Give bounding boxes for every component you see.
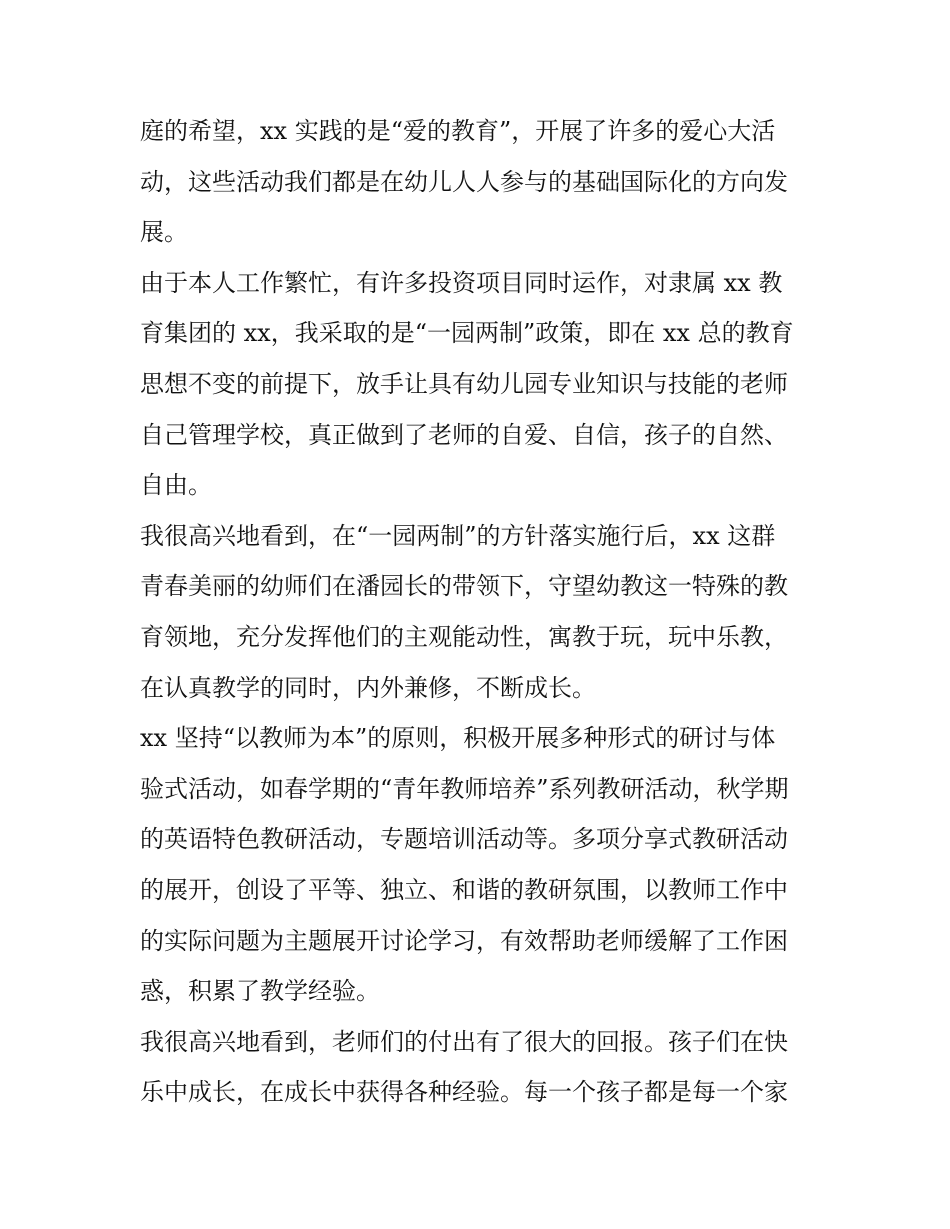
text-line: 由于本人工作繁忙，有许多投资项目同时运作，对隶属 xx 教: [140, 268, 783, 297]
text-line: 育集团的 xx，我采取的是“一园两制”政策，即在 xx 总的教育: [140, 319, 794, 348]
text-line: 自由。: [140, 471, 212, 500]
text-line: 育领地，充分发挥他们的主观能动性，寓教于玩，玩中乐教，: [140, 622, 788, 651]
text-line: 我很高兴地看到，老师们的付出有了很大的回报。孩子们在快: [140, 1027, 788, 1056]
text-line: 的英语特色教研活动，专题培训活动等。多项分享式教研活动: [140, 825, 788, 854]
text-line: 青春美丽的幼师们在潘园长的带领下，守望幼教这一特殊的教: [140, 572, 788, 601]
text-line: xx 坚持“以教师为本”的原则，积极开展多种形式的研讨与体: [140, 724, 776, 753]
document-body: [140, 106, 812, 1118]
text-line: 思想不变的前提下，放手让具有幼儿园专业知识与技能的老师: [140, 369, 788, 398]
text-line: 我很高兴地看到，在“一园两制”的方针落实施行后，xx 这群: [140, 521, 776, 550]
text-line: 自己管理学校，真正做到了老师的自爱、自信，孩子的自然、: [140, 420, 788, 449]
text-line: 动，这些活动我们都是在幼儿人人参与的基础国际化的方向发: [140, 167, 788, 196]
text-line: 验式活动，如春学期的“青年教师培养”系列教研活动，秋学期: [140, 774, 789, 803]
text-line: 的实际问题为主题展开讨论学习，有效帮助老师缓解了工作困: [140, 926, 788, 955]
text-line: 在认真教学的同时，内外兼修，不断成长。: [140, 673, 596, 702]
text-line: 的展开，创设了平等、独立、和谐的教研氛围，以教师工作中: [140, 875, 788, 904]
text-line: 乐中成长，在成长中获得各种经验。每一个孩子都是每一个家: [140, 1078, 788, 1107]
text-line: 展。: [140, 218, 188, 247]
text-line: 惑，积累了教学经验。: [140, 977, 380, 1006]
text-line: 庭的希望，xx 实践的是“爱的教育”，开展了许多的爱心大活: [140, 117, 776, 145]
